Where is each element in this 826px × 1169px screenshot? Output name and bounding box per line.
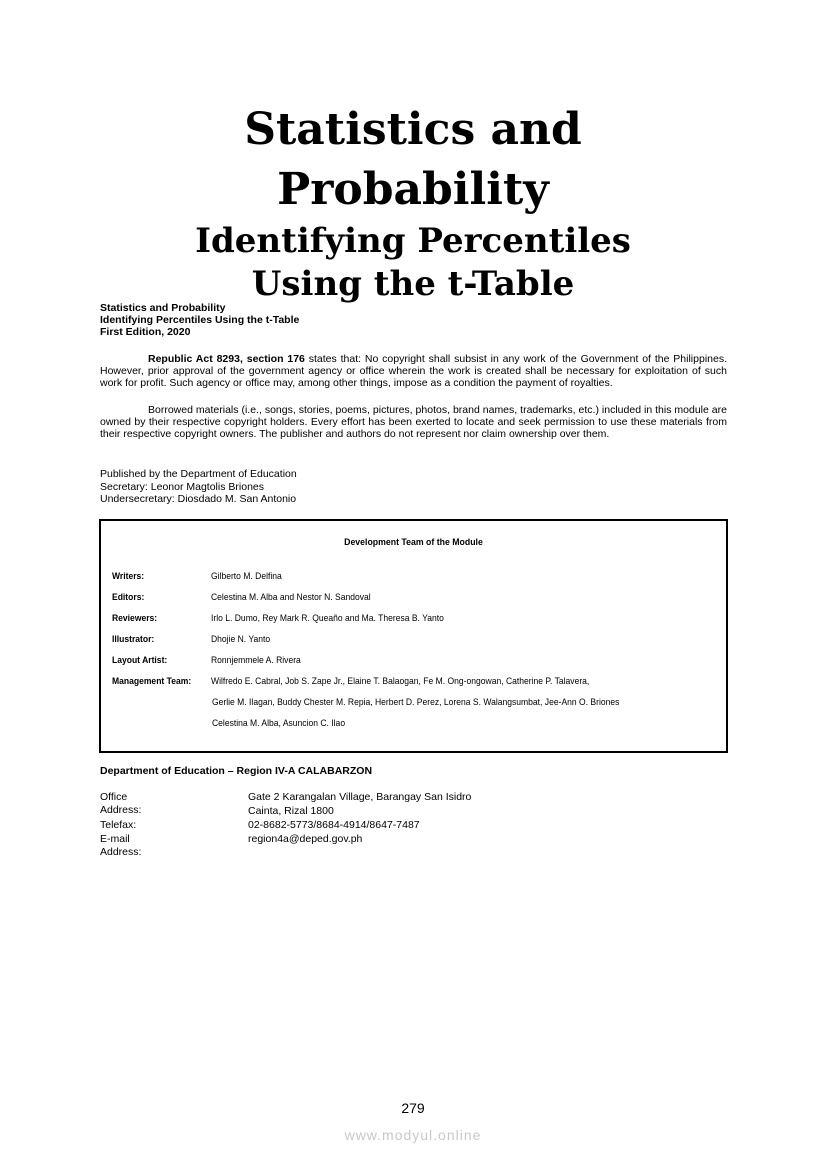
team-heading: Development Team of the Module [344, 537, 483, 548]
title-line-3: Identifying Percentiles [195, 221, 631, 261]
role-names: Ronnjemmele A. Rivera [211, 655, 301, 666]
undersecretary-line: Undersecretary: Diosdado M. San Antonio [100, 493, 297, 505]
role-names: Irlo L. Dumo, Rey Mark R. Queaño and Ma. Theresa B. Yanto [211, 613, 444, 624]
role-names: Dhojie N. Yanto [211, 634, 271, 645]
development-team-box [99, 519, 728, 753]
borrowed-text: Borrowed materials (i.e., songs, stories, poems, pictures, photos, brand names, trademarks, etc.) included in this module are owned by their respective copyright holders. Every effort has been exerted to locate and seek permission to use these materials from their respective copyright owners. The publisher and authors do not represent nor claim ownership over them. [100, 404, 727, 441]
role-names: Celestina M. Alba and Nestor N. Sandoval [211, 592, 371, 603]
copyright-law: Republic Act 8293, section 176 [148, 353, 305, 365]
team-row-writers [112, 571, 282, 582]
team-row-illustrator [112, 634, 270, 645]
role-label: Management Team: [112, 676, 192, 687]
page-number: 279 [401, 1100, 425, 1116]
team-row-layout-artist [112, 655, 301, 666]
role-names: Wilfredo E. Cabral, Job S. Zape Jr., Elaine T. Balaogan, Fe M. Ong-ongowan, Catherine P. Talavera, [211, 676, 590, 687]
role-label: Layout Artist: [112, 655, 168, 666]
team-row-editors [112, 592, 371, 603]
title-line-4: Using the t-Table [251, 264, 575, 304]
watermark-text: www.modyul.online [344, 1127, 482, 1143]
email-label: E-mail Address: [100, 833, 142, 858]
publisher-line: Published by the Department of Education [100, 468, 297, 480]
document-title [0, 100, 826, 306]
telefax-value: 02-8682-5773/8684-4914/8647-7487 [248, 819, 420, 831]
team-row-reviewers [112, 613, 444, 624]
telefax-label: Telefax: [100, 819, 137, 831]
office-address-label: Office Address: [100, 791, 142, 816]
email-value[interactable]: region4a@deped.gov.ph [248, 833, 363, 845]
meta-module: Identifying Percentiles Using the t-Table [100, 314, 300, 326]
role-label: Editors: [112, 592, 145, 603]
copyright-text: states that: No copyright shall subsist in any work of the Government of the Philippines. However, prior approval of the government agency or office wherein the work is created shall be necessary for exploitation of such work for profit. Such agency or office may, among other things, impose as a condition the payment of royalties. [100, 353, 727, 390]
office-address-line-2: Cainta, Rizal 1800 [248, 805, 334, 817]
title-line-2: Probability [277, 164, 549, 215]
role-names: Gilberto M. Delfina [211, 571, 282, 582]
publisher-info [100, 468, 297, 506]
borrowed-materials-paragraph [100, 404, 727, 441]
office-address-line-1: Gate 2 Karangalan Village, Barangay San Isidro [248, 791, 472, 803]
management-names-line-3: Celestina M. Alba, Asuncion C. Ilao [212, 718, 346, 729]
secretary-line: Secretary: Leonor Magtolis Briones [100, 480, 264, 493]
role-label: Writers: [112, 571, 145, 582]
meta-edition: First Edition, 2020 [100, 326, 191, 338]
management-names-line-2: Gerlie M. Ilagan, Buddy Chester M. Repia, Herbert D. Perez, Lorena S. Walangsumbat, Jee-Ann O. Briones [212, 697, 620, 708]
region-heading: Department of Education – Region IV-A CALABARZON [100, 765, 373, 777]
copyright-paragraph [100, 353, 727, 390]
module-meta [100, 302, 299, 338]
meta-subject: Statistics and Probability [100, 302, 226, 314]
role-label: Reviewers: [112, 613, 158, 624]
role-label: Illustrator: [112, 634, 155, 645]
team-row-management [112, 676, 589, 687]
title-line-1: Statistics and [244, 104, 582, 155]
